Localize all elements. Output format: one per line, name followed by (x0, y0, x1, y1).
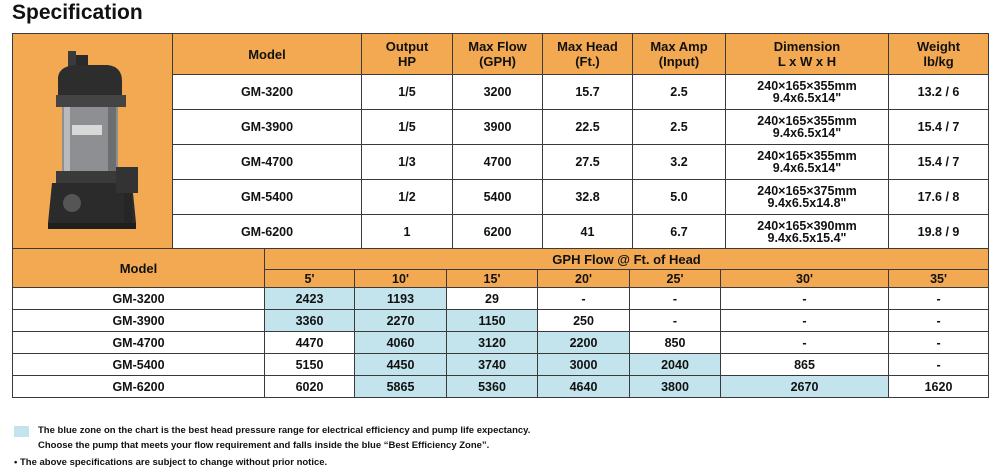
flow-cell: 2670 (721, 376, 889, 398)
flow-cell: - (630, 310, 721, 332)
flow-cell: - (889, 332, 989, 354)
max-head: 32.8 (543, 180, 633, 215)
dimension-mm: 240×165×390mm (757, 219, 857, 233)
flow-cell: 250 (538, 310, 630, 332)
flow-cell: 4470 (265, 332, 355, 354)
weight: 15.4 / 7 (889, 110, 989, 145)
dimension-in: 9.4x6.5x14" (772, 91, 842, 105)
spec-header-row (13, 34, 989, 75)
spec-col-dimension: Dimension L x W x H (726, 34, 889, 75)
max-amp: 5.0 (633, 180, 726, 215)
flow-row (13, 376, 989, 398)
flow-cell: - (538, 288, 630, 310)
spec-col-hp: Output HP (362, 34, 453, 75)
flow-col-model: Model (13, 249, 265, 288)
flow-cell: 2040 (630, 354, 721, 376)
flow-cell: 6020 (265, 376, 355, 398)
flow-header-row (13, 249, 989, 270)
output-hp: 1/3 (362, 145, 453, 180)
flow-row (13, 354, 989, 376)
dimension-in: 9.4x6.5x14" (772, 126, 842, 140)
flow-cell: 1193 (355, 288, 447, 310)
dimension-mm: 240×165×375mm (757, 184, 857, 198)
flow-cell: - (889, 288, 989, 310)
head-20ft: 20' (538, 270, 630, 288)
flow-cell: 3740 (447, 354, 538, 376)
flow-cell: 4060 (355, 332, 447, 354)
dimension-in: 9.4x6.5x15.4" (767, 231, 847, 245)
max-amp: 2.5 (633, 75, 726, 110)
model-name: GM-4700 (13, 332, 265, 354)
head-10ft: 10' (355, 270, 447, 288)
flow-cell: 3000 (538, 354, 630, 376)
flow-cell: 3800 (630, 376, 721, 398)
flow-cell: 2423 (265, 288, 355, 310)
head-5ft: 5' (265, 270, 355, 288)
model-name: GM-3200 (13, 288, 265, 310)
flow-cell: 5865 (355, 376, 447, 398)
max-amp: 6.7 (633, 215, 726, 250)
max-flow: 6200 (453, 215, 543, 250)
spec-col-head: Max Head (Ft.) (543, 34, 633, 75)
output-hp: 1/5 (362, 75, 453, 110)
flow-cell: 4640 (538, 376, 630, 398)
head-30ft: 30' (721, 270, 889, 288)
dimension-mm: 240×165×355mm (757, 79, 857, 93)
note-choose: Choose the pump that meets your flow requirement and falls inside the blue “Best Efficiency Zone”. (38, 440, 490, 451)
dimension-in: 9.4x6.5x14.8" (767, 196, 847, 210)
max-flow: 3900 (453, 110, 543, 145)
flow-table (12, 248, 989, 398)
dimension (726, 110, 889, 145)
flow-cell: 5360 (447, 376, 538, 398)
max-head: 27.5 (543, 145, 633, 180)
flow-cell: 1620 (889, 376, 989, 398)
flow-cell: 2200 (538, 332, 630, 354)
max-head: 15.7 (543, 75, 633, 110)
dimension-mm: 240×165×355mm (757, 149, 857, 163)
head-15ft: 15' (447, 270, 538, 288)
model-name: GM-6200 (173, 215, 362, 250)
spec-col-gph: Max Flow (GPH) (453, 34, 543, 75)
flow-cell: 2270 (355, 310, 447, 332)
submersible-pump-icon (38, 47, 148, 237)
flow-cell: 5150 (265, 354, 355, 376)
model-name: GM-5400 (173, 180, 362, 215)
model-name: GM-3900 (173, 110, 362, 145)
model-name: GM-6200 (13, 376, 265, 398)
flow-cell: 29 (447, 288, 538, 310)
flow-row (13, 310, 989, 332)
dimension-mm: 240×165×355mm (757, 114, 857, 128)
efficiency-zone-swatch (14, 426, 29, 437)
flow-group-header: GPH Flow @ Ft. of Head (265, 249, 989, 270)
model-name: GM-3900 (13, 310, 265, 332)
weight: 17.6 / 8 (889, 180, 989, 215)
model-name: GM-5400 (13, 354, 265, 376)
max-flow: 5400 (453, 180, 543, 215)
head-25ft: 25' (630, 270, 721, 288)
max-flow: 3200 (453, 75, 543, 110)
flow-row (13, 332, 989, 354)
page-title: Specification (12, 1, 143, 24)
flow-cell: 3360 (265, 310, 355, 332)
note-efficiency: The blue zone on the chart is the best head pressure range for electrical efficiency and pump life expectancy. (38, 425, 531, 436)
flow-cell: - (889, 354, 989, 376)
weight: 13.2 / 6 (889, 75, 989, 110)
dimension (726, 145, 889, 180)
flow-cell: 865 (721, 354, 889, 376)
output-hp: 1/5 (362, 110, 453, 145)
note-disclaimer: • The above specifications are subject to change without prior notice. (14, 457, 328, 468)
spec-table (12, 33, 989, 250)
weight: 15.4 / 7 (889, 145, 989, 180)
dimension (726, 180, 889, 215)
model-name: GM-4700 (173, 145, 362, 180)
flow-cell: - (721, 332, 889, 354)
max-head: 41 (543, 215, 633, 250)
flow-cell: - (630, 288, 721, 310)
flow-cell: - (889, 310, 989, 332)
max-amp: 3.2 (633, 145, 726, 180)
max-flow: 4700 (453, 145, 543, 180)
model-name: GM-3200 (173, 75, 362, 110)
flow-cell: 3120 (447, 332, 538, 354)
max-head: 22.5 (543, 110, 633, 145)
flow-row (13, 288, 989, 310)
output-hp: 1/2 (362, 180, 453, 215)
weight: 19.8 / 9 (889, 215, 989, 250)
dimension (726, 215, 889, 250)
output-hp: 1 (362, 215, 453, 250)
spec-col-weight: Weight lb/kg (889, 34, 989, 75)
pump-image (13, 34, 173, 250)
spec-col-model: Model (173, 34, 362, 75)
dimension (726, 75, 889, 110)
flow-cell: 4450 (355, 354, 447, 376)
spec-col-amp: Max Amp (Input) (633, 34, 726, 75)
flow-cell: - (721, 288, 889, 310)
max-amp: 2.5 (633, 110, 726, 145)
flow-cell: 1150 (447, 310, 538, 332)
flow-cell: - (721, 310, 889, 332)
head-35ft: 35' (889, 270, 989, 288)
flow-cell: 850 (630, 332, 721, 354)
dimension-in: 9.4x6.5x14" (772, 161, 842, 175)
